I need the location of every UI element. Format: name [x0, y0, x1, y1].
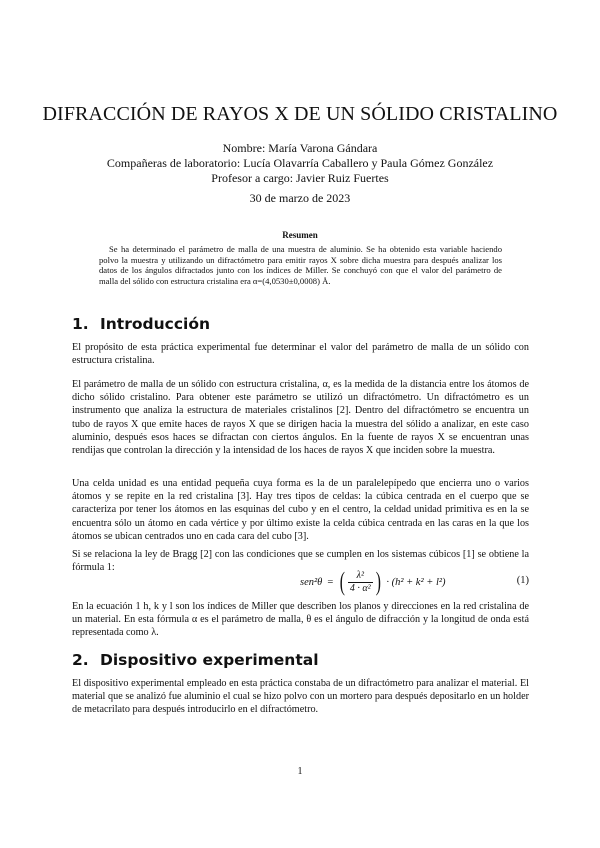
fraction-numerator: λ²: [356, 569, 364, 581]
equation-fraction: [348, 570, 373, 595]
paragraph: El dispositivo experimental empleado en esta práctica constaba de un difractómetro para analizar el material. El material que se analizó fue aluminio el cual se hizo polvo con un mortero para después depositarlo en un holder de metacrilato para después introducirlo en el difractómetro.: [72, 678, 529, 716]
page-number: 1: [297, 766, 303, 777]
paragraph: Una celda unidad es una entidad pequeña cuya forma es la de un paralelepípedo que encierra uno o varios átomos y se repite en la red cristalina [3]. Hay tres tipos de celdas: la cúbica centrada en el cuerpo que se caracteriza por tener los átomos en las esquinas del cubo y en el centro, la celdad unidad primitiva es en la se encuentra sólo un átomo en cada vértice y por último existe la celda cúbica centrada en las caras en la que los átomos se ubican centrados uno en cada cara del cubo [3].: [72, 478, 529, 542]
paper-date: 30 de marzo de 2023: [249, 191, 351, 205]
section-heading-dispositivo: [72, 651, 319, 669]
equation-1: [72, 567, 529, 597]
paragraph: El parámetro de malla de un sólido con estructura cristalina, α, es la medida de la distancia entre los átomos de dicho sólido cristalino. Para obtener este parámetro se utilizó un difractómetro. Un difractómetro es un instrumento que analiza la estructura de materiales cristalinos [2]. Dentro del difractómetro se encuentra un tubo de rayos X que emite haces de rayos X que se dirigen hacia la muestra del sólido a analizar, en este caso aluminio, después esos haces se difractan con ciertos ángulos. En la fuente de rayos X se encuentran unas rendijas que controlan la dirección y la intensidad de los haces de rayos X que inciden sobre la muestra.: [72, 379, 529, 457]
equation-number: (1): [516, 575, 529, 586]
author-name: Nombre: María Varona Gándara: [222, 141, 378, 155]
section-heading-introduccion: [72, 315, 210, 333]
section-number: 2.: [72, 651, 89, 669]
equation-body: [300, 567, 446, 597]
fraction-denominator: 4 · α²: [349, 582, 371, 594]
section-title: Dispositivo experimental: [100, 651, 319, 669]
paragraph: Si se relaciona la ley de Bragg [2] con las condiciones que se cumplen en los sistemas cúbicos [1] se obtiene la fórmula 1:: [72, 549, 529, 574]
equation-equals: =: [327, 576, 334, 588]
section-number: 1.: [72, 315, 89, 333]
author-block: [40, 141, 560, 186]
equation-rhs: · (h² + k² + l²): [386, 576, 446, 588]
abstract-text: Se ha determinado el parámetro de malla de una muestra de aluminio. Se ha obtenido esta variable haciendo polvo la muestra y utilizando un difractómetro para emitir rayos X sobre dicha muestra para después analizar los datos de los ángulos difractados junto con los índices de Miller. Se conchuyó con que el valor del parámetro de malla del sólido con estructura cristalina era α=(4,0530±0,0008) Å.: [99, 244, 502, 286]
right-paren: ): [375, 567, 381, 596]
lab-partners: Compañeras de laboratorio: Lucía Olavarría Caballero y Paula Gómez González: [106, 156, 494, 170]
paragraph: El propósito de esta práctica experimental fue determinar el valor del parámetro de malla de un sólido con estructura cristalina.: [72, 342, 529, 367]
paper-title: DIFRACCIÓN DE RAYOS X DE UN SÓLIDO CRISTALINO: [42, 103, 558, 125]
paragraph: En la ecuación 1 h, k y l son los índices de Miller que describen los planos y direcciones en la red cristalina de un material. En esta fórmula α es el parámetro de malla, θ es el ángulo de difracción y la longitud de onda está representada como λ.: [72, 601, 529, 639]
section-title: Introducción: [100, 315, 211, 333]
abstract-heading: Resumen: [282, 230, 318, 240]
professor: Profesor a cargo: Javier Ruiz Fuertes: [211, 171, 389, 185]
equation-lhs: sen²θ: [300, 576, 323, 588]
left-paren: (: [339, 567, 346, 596]
